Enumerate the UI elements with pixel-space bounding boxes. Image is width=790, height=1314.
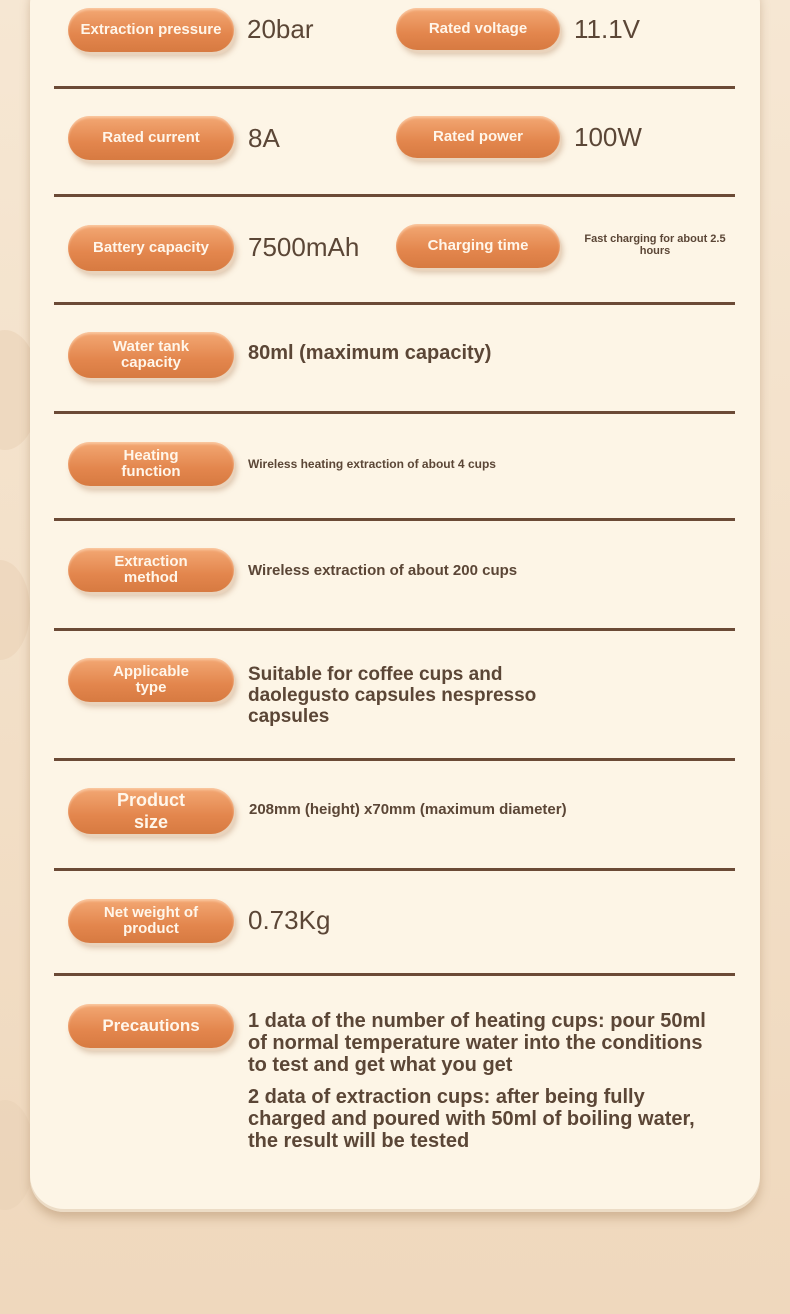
label-net-weight: Net weight of product (68, 899, 234, 943)
label-heating-function: Heating function (68, 442, 234, 486)
label-extraction-pressure: Extraction pressure (68, 8, 234, 52)
value-net-weight: 0.73Kg (248, 905, 331, 935)
value-charging-time: Fast charging for about 2.5 hours (584, 233, 726, 257)
label-rated-power: Rated power (396, 116, 560, 158)
label-water-tank-capacity: Water tank capacity (68, 332, 234, 378)
label-product-size: Product size (68, 788, 234, 834)
row-divider (54, 518, 735, 521)
value-rated-current: 8A (248, 123, 280, 153)
value-water-tank-capacity: 80ml (maximum capacity) (248, 342, 492, 364)
value-rated-voltage: 11.1V (574, 14, 641, 44)
decor-blob (0, 560, 30, 660)
label-extraction-method: Extraction method (68, 548, 234, 592)
precaution-note-2: 2 data of extraction cups: after being fully charged and poured with 50ml of boiling water, the result will be tested (248, 1086, 695, 1152)
row-divider (54, 194, 735, 197)
value-battery-capacity: 7500mAh (248, 232, 360, 262)
row-divider (54, 411, 735, 414)
label-applicable-type: Applicable type (68, 658, 234, 702)
row-divider (54, 973, 735, 976)
value-applicable-type: Suitable for coffee cups and daolegusto capsules nespresso capsules (248, 664, 537, 727)
label-charging-time: Charging time (396, 224, 560, 268)
value-rated-power: 100W (574, 122, 642, 152)
value-heating-function: Wireless heating extraction of about 4 cups (248, 457, 496, 471)
label-rated-current: Rated current (68, 116, 234, 160)
row-divider (54, 86, 735, 89)
row-divider (54, 628, 735, 631)
value-product-size: 208mm (height) x70mm (maximum diameter) (249, 801, 567, 818)
label-rated-voltage: Rated voltage (396, 8, 560, 50)
row-divider (54, 758, 735, 761)
precaution-note-1: 1 data of the number of heating cups: pour 50ml of normal temperature water into the conditions to test and get what you get (248, 1010, 706, 1076)
row-divider (54, 868, 735, 871)
value-extraction-method: Wireless extraction of about 200 cups (248, 562, 518, 579)
row-divider (54, 302, 735, 305)
label-battery-capacity: Battery capacity (68, 225, 234, 271)
value-extraction-pressure: 20bar (247, 14, 314, 44)
label-precautions: Precautions (68, 1004, 234, 1048)
